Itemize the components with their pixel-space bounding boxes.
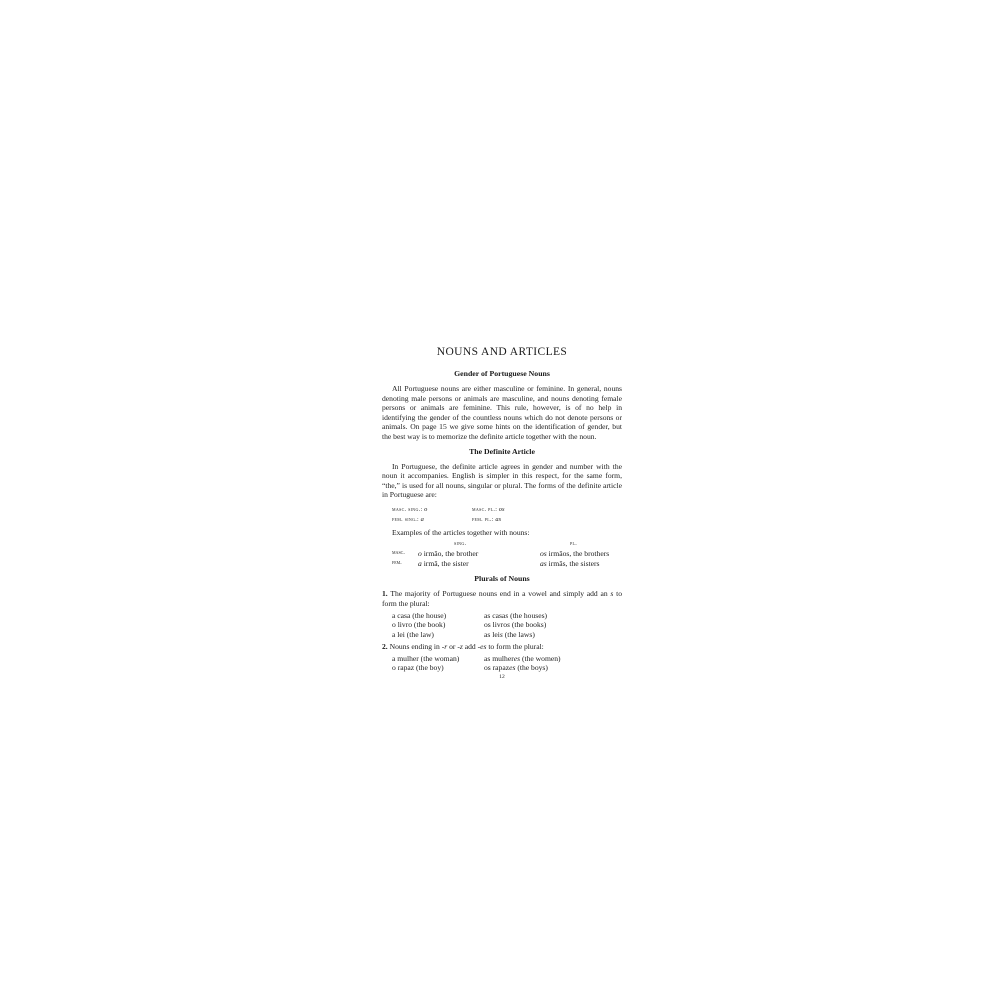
definite-article-paragraph: In Portuguese, the definite article agrees in gender and number with the noun it accompanies. English is simpler in this respect, for the same form, “the,” is used for all nouns, singular or plural. The forms of the definite article in Portuguese are:: [382, 461, 622, 500]
list-item: os rapazes (the boys): [484, 663, 548, 673]
plural-rule-1: 1. The majority of Portuguese nouns end in a vowel and simply add an s to form the plural:: [382, 589, 622, 608]
fem-pl-form: fem. pl.: as: [472, 515, 502, 523]
example-row-masc: masc. o irmão, the brother os irmãos, the brothers: [392, 549, 610, 559]
examples-table: [392, 540, 622, 569]
gender-paragraph: All Portuguese nouns are either masculine or feminine. In general, nouns denoting male persons or animals are masculine, and nouns denoting female persons or animals are feminine. This rule, however, is of no help in identifying the gender of the countless nouns which do not denote persons or animals. On page 15 we give some hints on the identification of gender, but the best way is to memorize the definite article together with the noun.: [382, 384, 622, 441]
section-heading-plurals: Plurals of Nouns: [474, 574, 530, 584]
plural-rule-2: 2. Nouns ending in -r or -z add -es to form the plural:: [382, 642, 544, 652]
list-item: os livros (the books): [484, 620, 547, 630]
article-forms: [392, 505, 622, 525]
section-heading-definite-article: The Definite Article: [469, 446, 535, 456]
list-item: a lei (the law): [392, 629, 434, 639]
fem-sing-form: fem. sing.: a: [392, 515, 424, 523]
book-page: [382, 346, 622, 681]
page-number: 12: [499, 674, 505, 681]
list-item: o livro (the book): [392, 620, 446, 630]
list-item: a casa (the house): [392, 610, 447, 620]
examples-header: [392, 540, 622, 550]
list-item: o rapaz (the boy): [392, 663, 444, 673]
masc-pl-form: masc. pl.: os: [472, 505, 505, 513]
list-item: as mulheres (the women): [484, 653, 561, 663]
examples-intro: Examples of the articles together with nouns:: [392, 527, 530, 537]
masc-sing-form: masc. sing.: o: [392, 505, 428, 513]
plural-list-2: [392, 654, 622, 673]
plural-list-1: [392, 611, 622, 640]
column-pl: pl.: [570, 540, 578, 547]
section-heading-gender: Gender of Portuguese Nouns: [454, 369, 550, 378]
column-sing: sing.: [454, 540, 467, 547]
list-item: as leis (the laws): [484, 629, 535, 639]
page-title: NOUNS AND ARTICLES: [436, 346, 568, 358]
list-item: as casas (the houses): [484, 610, 548, 620]
example-row-fem: fem. a irmã, the sister as irmãs, the sisters: [392, 558, 600, 568]
list-item: a mulher (the woman): [392, 653, 460, 663]
